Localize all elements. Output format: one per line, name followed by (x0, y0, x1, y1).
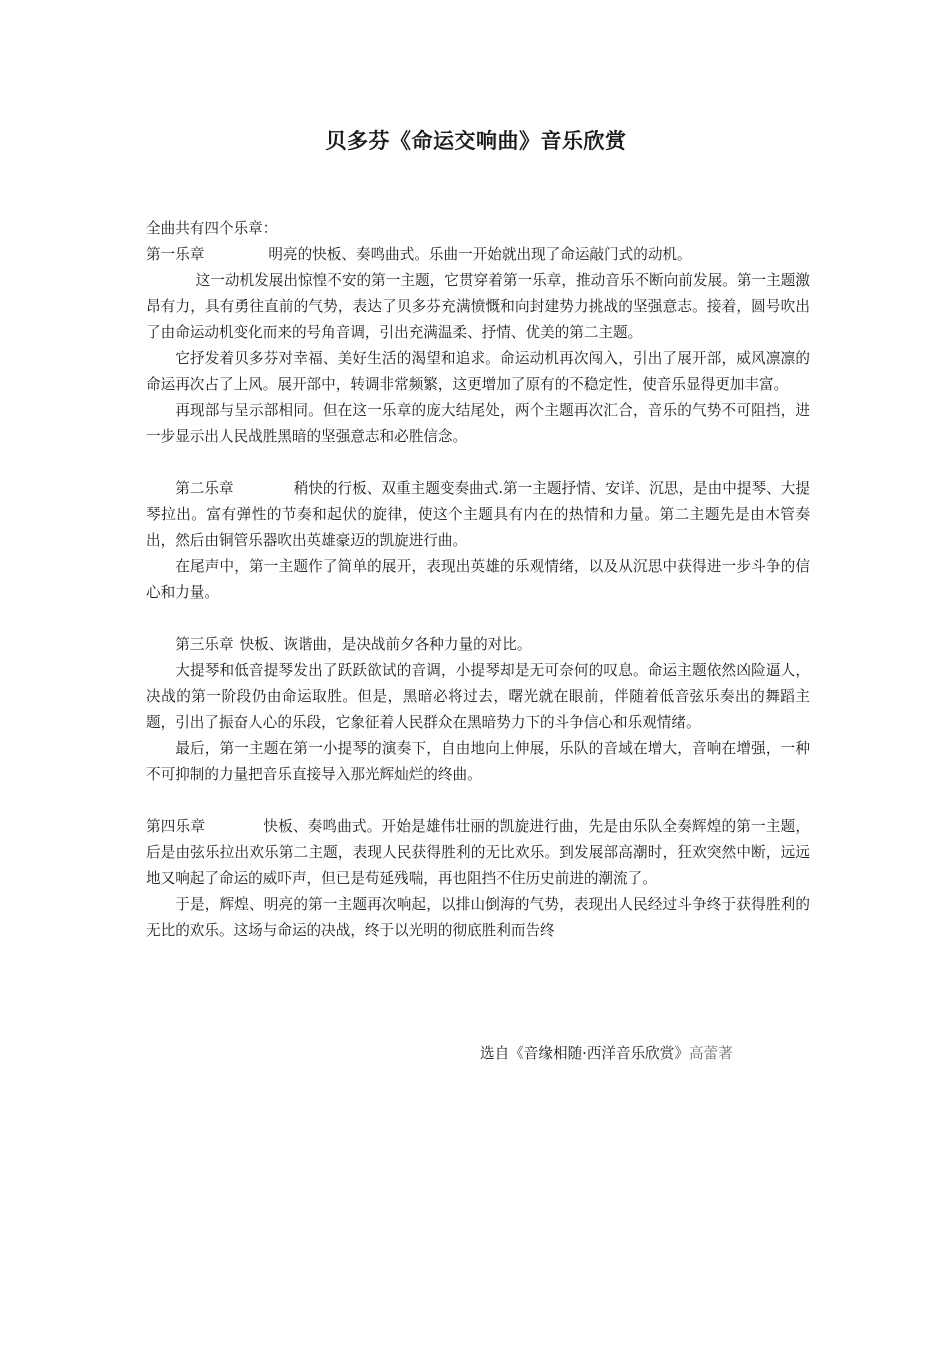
movement2-heading: 第二乐章 (175, 480, 234, 497)
section-gap (146, 450, 810, 476)
movement1-lead-paragraph (146, 242, 810, 268)
movement4-lead: 快板、奏鸣曲式。开始是雄伟壮丽的凯旋进行曲，先是由乐队全奏辉煌的第一主题，后是由弦乐拉出欢乐第二主题，表现人民获得胜利的无比欢乐。到发展部高潮时，狂欢突然中断，远远地又响起了命运的威吓声，但已是苟延残喘，再也阻挡不住历史前进的潮流了。 (146, 818, 810, 887)
movement4-lead-paragraph (146, 814, 810, 892)
section-gap (146, 788, 810, 814)
source-citation (480, 1041, 800, 1067)
movement1-paragraph: 这一动机发展出惊惶不安的第一主题，它贯穿着第一乐章，推动音乐不断向前发展。第一主题激昂有力，具有勇往直前的气势，表达了贝多芬充满愤慨和向封建势力挑战的坚强意志。接着，圆号吹出了由命运动机变化而来的号角音调，引出充满温柔、抒情、优美的第二主题。 (146, 272, 810, 341)
page-title: 贝多芬《命运交响曲》音乐欣赏 (325, 129, 627, 153)
movement3-paragraph: 大提琴和低音提琴发出了跃跃欲试的音调，小提琴却是无可奈何的叹息。命运主题依然凶险逼人，决战的第一阶段仍由命运取胜。但是，黑暗必将过去，曙光就在眼前，伴随着低音弦乐奏出的舞蹈主题，引出了振奋人心的乐段，它象征着人民群众在黑暗势力下的斗争信心和乐观情绪。 (146, 662, 810, 731)
movement3-heading: 第三乐章 (175, 636, 234, 653)
movement3-lead-paragraph (146, 632, 810, 658)
movement4-heading: 第四乐章 (146, 818, 206, 835)
movement1-paragraph: 它抒发着贝多芬对幸福、美好生活的渴望和追求。命运动机再次闯入，引出了展开部，威风凛凛的命运再次占了上风。展开部中，转调非常频繁，这更增加了原有的不稳定性，使音乐显得更加丰富。 (146, 350, 810, 393)
section-gap (146, 606, 810, 632)
movement1-paragraph: 再现部与呈示部相同。但在这一乐章的庞大结尾处，两个主题再次汇合，音乐的气势不可阻挡，进一步显示出人民战胜黑暗的坚强意志和必胜信念。 (146, 402, 810, 445)
document-body (146, 216, 810, 944)
movement3-lead: 快板、诙谐曲，是决战前夕各种力量的对比。 (239, 636, 532, 653)
movement2-paragraph: 在尾声中，第一主题作了简单的展开，表现出英雄的乐观情绪，以及从沉思中获得进一步斗争的信心和力量。 (146, 558, 810, 601)
source-author: 高蕾著 (688, 1045, 733, 1062)
source-text: 选自《音缘相随·西洋音乐欣赏》 (480, 1045, 689, 1062)
movement2-lead: 稍快的行板、双重主题变奏曲式.第一主题抒情、安详、沉思，是由中提琴、大提琴拉出。富有弹性的节奏和起伏的旋律，使这个主题具有内在的热情和力量。第二主题先是由木管奏出，然后由铜管乐器吹出英雄豪迈的凯旋进行曲。 (146, 480, 810, 549)
movement1-lead: 明亮的快板、奏鸣曲式。乐曲一开始就出现了命运敲门式的动机。 (268, 246, 692, 263)
movement4-paragraph: 于是，辉煌、明亮的第一主题再次响起，以排山倒海的气势，表现出人民经过斗争终于获得胜利的无比的欢乐。这场与命运的决战，终于以光明的彻底胜利而告终 (146, 896, 810, 939)
movement1-heading: 第一乐章 (146, 246, 205, 263)
movement3-paragraph: 最后，第一主题在第一小提琴的演奏下，自由地向上伸展，乐队的音域在增大，音响在增强，一种不可抑制的力量把音乐直接导入那光辉灿烂的终曲。 (146, 740, 810, 783)
movement2-lead-paragraph (146, 476, 810, 554)
intro-line: 全曲共有四个乐章： (146, 220, 278, 237)
